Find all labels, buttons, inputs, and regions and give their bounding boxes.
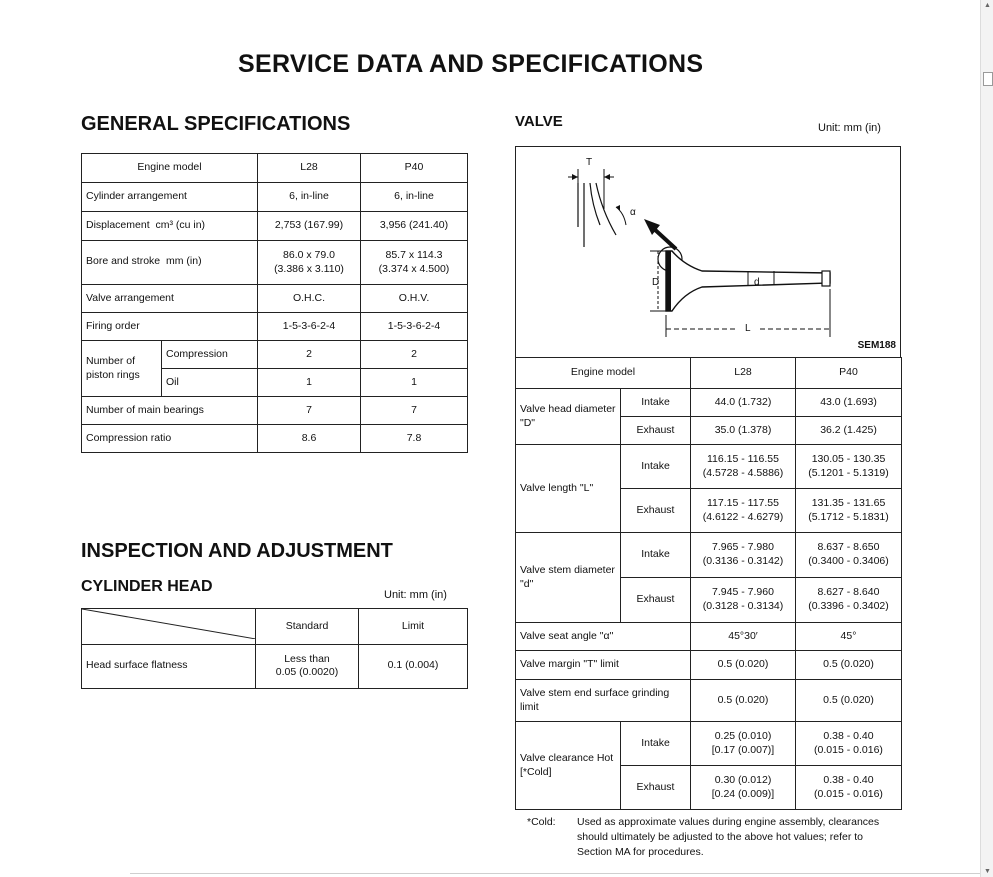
cell-p40 xyxy=(796,766,902,810)
row-label: Number of main bearings xyxy=(82,397,258,425)
cell-p40: 45° xyxy=(796,623,902,651)
cell-l28: 8.6 xyxy=(258,425,361,453)
sub-label: Exhaust xyxy=(621,578,691,623)
label-alpha: α xyxy=(630,207,636,218)
cell-l28: O.H.C. xyxy=(258,285,361,313)
valve-diagram xyxy=(515,146,901,357)
table-row xyxy=(516,651,902,680)
cylinder-head-table xyxy=(81,608,468,689)
standard-line-2: 0.05 (0.0020) xyxy=(275,666,339,679)
sub-label: Intake xyxy=(621,722,691,766)
sub-label: Intake xyxy=(621,389,691,417)
table-row xyxy=(516,389,902,417)
header-standard: Standard xyxy=(256,609,359,645)
cell-l28: 7 xyxy=(258,397,361,425)
row-label xyxy=(82,241,258,285)
value-cold: [0.24 (0.009)] xyxy=(711,787,775,800)
row-label: Valve margin "T" limit xyxy=(516,651,691,680)
footnote-mark: *Cold: xyxy=(527,816,556,828)
value-in: (0.015 - 0.016) xyxy=(814,787,883,800)
sub-label: Exhaust xyxy=(621,766,691,810)
general-specifications-table xyxy=(81,153,468,453)
row-label: Valve arrangement xyxy=(82,285,258,313)
cell-l28 xyxy=(691,766,796,810)
table-header-row xyxy=(82,154,468,183)
table-header-row xyxy=(82,609,468,645)
row-label: Valve length "L" xyxy=(516,445,621,533)
cylinder-head-unit: Unit: mm (in) xyxy=(384,589,447,601)
cell-p40 xyxy=(796,533,902,578)
value-mm: 0.38 - 0.40 xyxy=(823,729,874,742)
header-l28: L28 xyxy=(258,154,361,183)
bore-stroke-unit: mm (in) xyxy=(166,255,202,268)
value-mm: 131.35 - 131.65 xyxy=(811,496,886,509)
cell-l28: 0.5 (0.020) xyxy=(691,651,796,680)
cell-l28 xyxy=(691,489,796,533)
cell-l28 xyxy=(691,533,796,578)
table-row xyxy=(516,722,902,766)
value-in: (4.5728 - 4.5886) xyxy=(702,466,784,479)
value-mm: 0.38 - 0.40 xyxy=(823,773,874,786)
displacement-unit: cm³ (cu in) xyxy=(155,219,206,232)
table-row xyxy=(82,212,468,241)
header-p40: P40 xyxy=(796,358,902,389)
table-row xyxy=(82,397,468,425)
cell-p40: 6, in-line xyxy=(361,183,468,212)
cell-standard xyxy=(256,644,359,688)
bottom-divider xyxy=(130,873,980,874)
bore-stroke-p40-in: (3.374 x 4.500) xyxy=(378,262,450,275)
value-mm: 7.945 - 7.960 xyxy=(712,586,774,599)
row-label: Valve seat angle "α" xyxy=(516,623,691,651)
header-limit: Limit xyxy=(359,609,468,645)
scrollbar-thumb[interactable] xyxy=(983,72,993,86)
row-label: Firing order xyxy=(82,313,258,341)
table-row xyxy=(82,285,468,313)
cell-l28: 0.5 (0.020) xyxy=(691,680,796,722)
valve-unit: Unit: mm (in) xyxy=(818,122,881,134)
cell-p40: 0.5 (0.020) xyxy=(796,680,902,722)
table-row xyxy=(82,644,468,688)
value-in: (0.3128 - 0.3134) xyxy=(702,600,784,612)
cell-l28: 44.0 (1.732) xyxy=(691,389,796,417)
cell-p40: 7 xyxy=(361,397,468,425)
value-hot: 0.30 (0.012) xyxy=(714,773,772,786)
cell-p40: 36.2 (1.425) xyxy=(796,417,902,445)
bore-stroke-label: Bore and stroke xyxy=(86,255,161,268)
general-specifications-heading: GENERAL SPECIFICATIONS xyxy=(81,113,351,135)
displacement-label: Displacement xyxy=(86,219,150,232)
cell-limit: 0.1 (0.004) xyxy=(359,644,468,688)
cell-p40 xyxy=(796,722,902,766)
diagonal-line xyxy=(82,609,256,639)
cell-l28: 2 xyxy=(258,341,361,369)
cell-p40: 1-5-3-6-2-4 xyxy=(361,313,468,341)
sub-label: Exhaust xyxy=(621,417,691,445)
label-d-big: D xyxy=(652,277,660,288)
inspection-heading: INSPECTION AND ADJUSTMENT xyxy=(81,540,393,562)
cell-l28: 45°30′ xyxy=(691,623,796,651)
table-header-row xyxy=(516,358,902,389)
value-mm: 8.637 - 8.650 xyxy=(817,541,880,554)
table-row xyxy=(516,623,902,651)
cell-l28 xyxy=(691,722,796,766)
cell-l28: 2,753 (167.99) xyxy=(258,212,361,241)
cell-p40: 0.5 (0.020) xyxy=(796,651,902,680)
value-cold: [0.17 (0.007)] xyxy=(711,743,775,756)
row-label: Cylinder arrangement xyxy=(82,183,258,212)
row-label: Compression ratio xyxy=(82,425,258,453)
cell-l28 xyxy=(691,578,796,623)
cell-p40: 1 xyxy=(361,369,468,397)
value-in: (5.1201 - 5.1319) xyxy=(808,466,889,479)
cell-p40: 43.0 (1.693) xyxy=(796,389,902,417)
table-row xyxy=(516,533,902,578)
sub-label: Oil xyxy=(162,369,258,397)
cell-p40: O.H.V. xyxy=(361,285,468,313)
cell-p40 xyxy=(361,241,468,285)
row-label: Valve clearance Hot [*Cold] xyxy=(516,722,621,810)
figure-code: SEM188 xyxy=(857,340,896,351)
label-d-small: d xyxy=(754,277,760,288)
value-mm: 8.627 - 8.640 xyxy=(817,586,880,599)
row-label: Head surface flatness xyxy=(82,644,256,688)
sub-label: Exhaust xyxy=(621,489,691,533)
bore-stroke-p40-mm: 85.7 x 114.3 xyxy=(385,248,443,261)
header-engine-model: Engine model xyxy=(82,154,258,183)
label-l: L xyxy=(745,323,751,334)
cell-p40 xyxy=(796,578,902,623)
row-label xyxy=(82,212,258,241)
value-in: (0.3396 - 0.3402) xyxy=(808,600,889,612)
header-p40: P40 xyxy=(361,154,468,183)
vertical-scrollbar[interactable] xyxy=(980,0,993,877)
row-label: Number of piston rings xyxy=(82,341,162,397)
value-mm: 7.965 - 7.980 xyxy=(712,541,774,554)
cell-p40: 7.8 xyxy=(361,425,468,453)
header-l28: L28 xyxy=(691,358,796,389)
page-title: SERVICE DATA AND SPECIFICATIONS xyxy=(238,50,704,78)
value-in: (5.1712 - 5.1831) xyxy=(808,510,889,523)
cell-p40 xyxy=(796,489,902,533)
table-row xyxy=(516,680,902,722)
sub-label: Compression xyxy=(162,341,258,369)
row-label: Valve stem diameter "d" xyxy=(516,533,621,623)
bore-stroke-l28-in: (3.386 x 3.110) xyxy=(274,262,344,275)
valve-specifications-table xyxy=(515,357,902,810)
table-row xyxy=(82,425,468,453)
value-in: (4.6122 - 4.6279) xyxy=(702,510,784,523)
value-mm: 130.05 - 130.35 xyxy=(811,452,886,465)
value-in: (0.015 - 0.016) xyxy=(814,743,883,756)
bore-stroke-l28-mm: 86.0 x 79.0 xyxy=(283,248,335,261)
value-mm: 116.15 - 116.55 xyxy=(706,452,779,465)
footnote-text: Used as approximate values during engine assembly, clearances should ultimately be adjusted to the above hot values; refer to Section MA for procedures. xyxy=(577,816,880,859)
table-row xyxy=(82,313,468,341)
row-label: Valve stem end surface grinding limit xyxy=(516,680,691,722)
table-row xyxy=(82,183,468,212)
cell-l28: 1 xyxy=(258,369,361,397)
value-mm: 117.15 - 117.55 xyxy=(706,496,779,509)
value-in: (0.3400 - 0.3406) xyxy=(808,555,889,567)
table-row xyxy=(516,445,902,489)
table-row xyxy=(82,241,468,285)
cell-l28: 35.0 (1.378) xyxy=(691,417,796,445)
scroll-up-arrow-icon[interactable]: ▲ xyxy=(984,2,991,9)
sub-label: Intake xyxy=(621,445,691,489)
cell-l28 xyxy=(258,241,361,285)
valve-heading: VALVE xyxy=(515,113,563,130)
cell-p40: 2 xyxy=(361,341,468,369)
label-t: T xyxy=(586,157,593,168)
cylinder-head-heading: CYLINDER HEAD xyxy=(81,578,213,595)
header-engine-model: Engine model xyxy=(516,358,691,389)
table-row xyxy=(82,341,468,369)
cell-l28 xyxy=(691,445,796,489)
cell-l28: 1-5-3-6-2-4 xyxy=(258,313,361,341)
sub-label: Intake xyxy=(621,533,691,578)
value-in: (0.3136 - 0.3142) xyxy=(702,555,784,567)
row-label: Valve head diameter "D" xyxy=(516,389,621,445)
scroll-down-arrow-icon[interactable]: ▼ xyxy=(984,868,991,875)
cell-l28: 6, in-line xyxy=(258,183,361,212)
footnote xyxy=(527,815,897,861)
cell-p40: 3,956 (241.40) xyxy=(361,212,468,241)
cell-p40 xyxy=(796,445,902,489)
value-hot: 0.25 (0.010) xyxy=(714,729,772,742)
valve-drawing xyxy=(516,147,902,358)
diagonal-header-cell xyxy=(82,609,256,645)
standard-line-1: Less than xyxy=(284,652,330,665)
